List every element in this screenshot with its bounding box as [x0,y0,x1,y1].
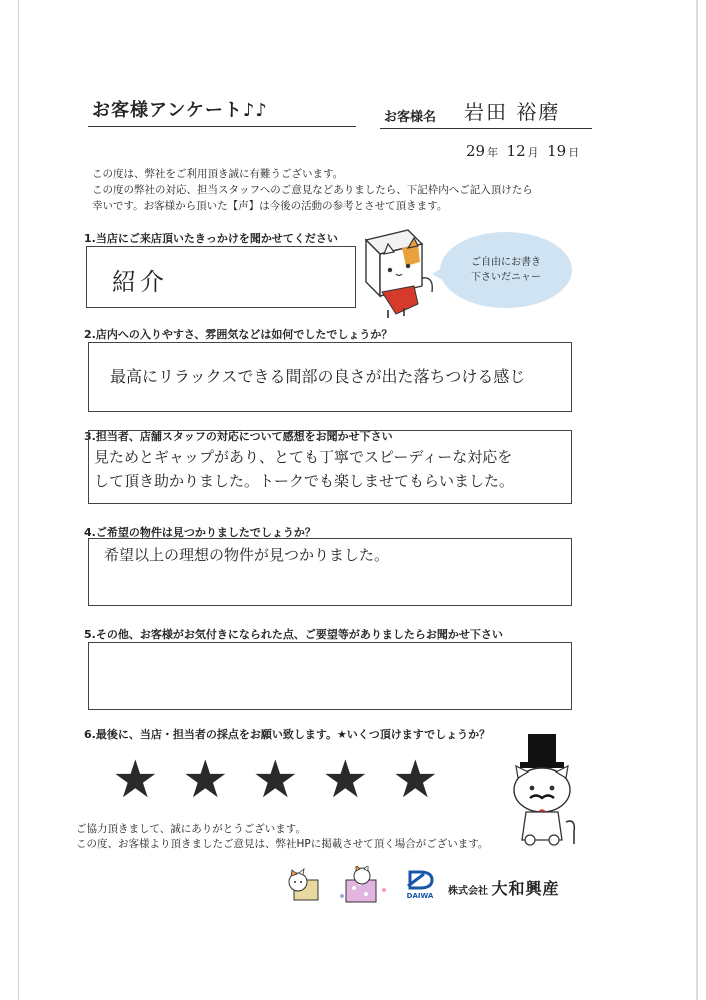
daiwa-logo-text: DAIWA [406,892,434,900]
rating-star: ★ [392,750,439,810]
daiwa-logo [406,870,434,900]
answer-4-text: 希望以上の理想の物件が見つかりました。 [104,546,390,564]
rating-star: ★ [112,750,159,810]
company-prefix: 株式会社 [448,886,488,897]
date-month: 12 [506,142,526,160]
customer-name-underline [380,128,592,129]
date-day-unit: 日 [568,146,580,159]
answer-1-text: 紹介 [112,268,168,296]
date-month-unit: 月 [527,146,539,159]
answer-3-box [88,430,572,504]
thanks-line: ご協力頂きまして、誠にありがとうございます。 [76,823,306,835]
rating-star: ★ [182,750,229,810]
company-name [448,876,560,899]
customer-name-value: 岩田 裕磨 [464,100,561,124]
page-right-edge [696,0,698,1000]
rating-star: ★ [252,750,299,810]
date-year: 29 [466,142,486,160]
intro-text [92,166,602,214]
answer-3-line-1: 見ためとギャップがあり、とても丁寧でスピーディーな対応を [94,448,513,466]
bubble-line: 下さいだニャー [471,272,541,283]
answer-5-box [88,642,572,710]
question-1-label: 1.当店にご来店頂いたきっかけを聞かせてください [84,232,338,245]
answer-3-line-2: して頂き助かりました。トークでも楽しませてもらいました。 [94,472,515,490]
date-day: 19 [547,142,567,160]
thanks-text [76,822,488,852]
star-rating [112,750,452,810]
customer-name-label: お客様名 [384,110,437,125]
survey-title: お客様アンケート♪♪ [92,100,268,121]
answer-2-text: 最高にリラックスできる間部の良さが出た落ちつける感じ [110,367,526,386]
date-year-unit: 年 [487,146,499,159]
question-3-label: 3.担当者、店舗スタッフの対応について感想をお聞かせ下さい [84,430,393,443]
intro-line: この度の弊社の対応、担当スタッフへのご意見などありましたら、下記枠内へご記入頂けたら [92,184,533,196]
top-hat-cat-mascot-icon [500,732,586,846]
thanks-line: この度、お客様より頂きましたご意見は、弊社HPに掲載させて頂く場合がございます。 [76,838,489,850]
box-cat-mascot-icon [356,218,440,322]
daiwa-logo-icon [406,870,434,890]
rating-star: ★ [322,750,369,810]
question-5-label: 5.その他、お客様がお気付きになられた点、ご要望等がありましたらお聞かせ下さい [84,628,503,641]
pink-box-cat-footer-icon [338,866,390,906]
title-underline [88,126,356,127]
question-6-label: 6.最後に、当店・担当者の採点をお願い致します。★いくつ頂けますでしょうか？ [84,728,491,741]
box-cat-footer-icon [282,868,328,904]
speech-bubble-text [458,255,554,285]
page-left-edge [18,0,19,1000]
company-main-name: 大和興産 [491,879,560,898]
intro-line: 幸いです。お客様から頂いた【声】は今後の活動の参考とさせて頂きます。 [92,200,448,212]
bubble-line: ご自由にお書き [471,257,541,268]
survey-date [466,142,583,160]
question-4-label: 4.ご希望の物件は見つかりましたでしょうか？ [84,526,316,539]
intro-line: この度は、弊社をご利用頂き誠に有難うございます。 [92,168,344,180]
question-2-label: 2.店内への入りやすさ、雰囲気などは如何でしたでしょうか？ [84,328,393,341]
